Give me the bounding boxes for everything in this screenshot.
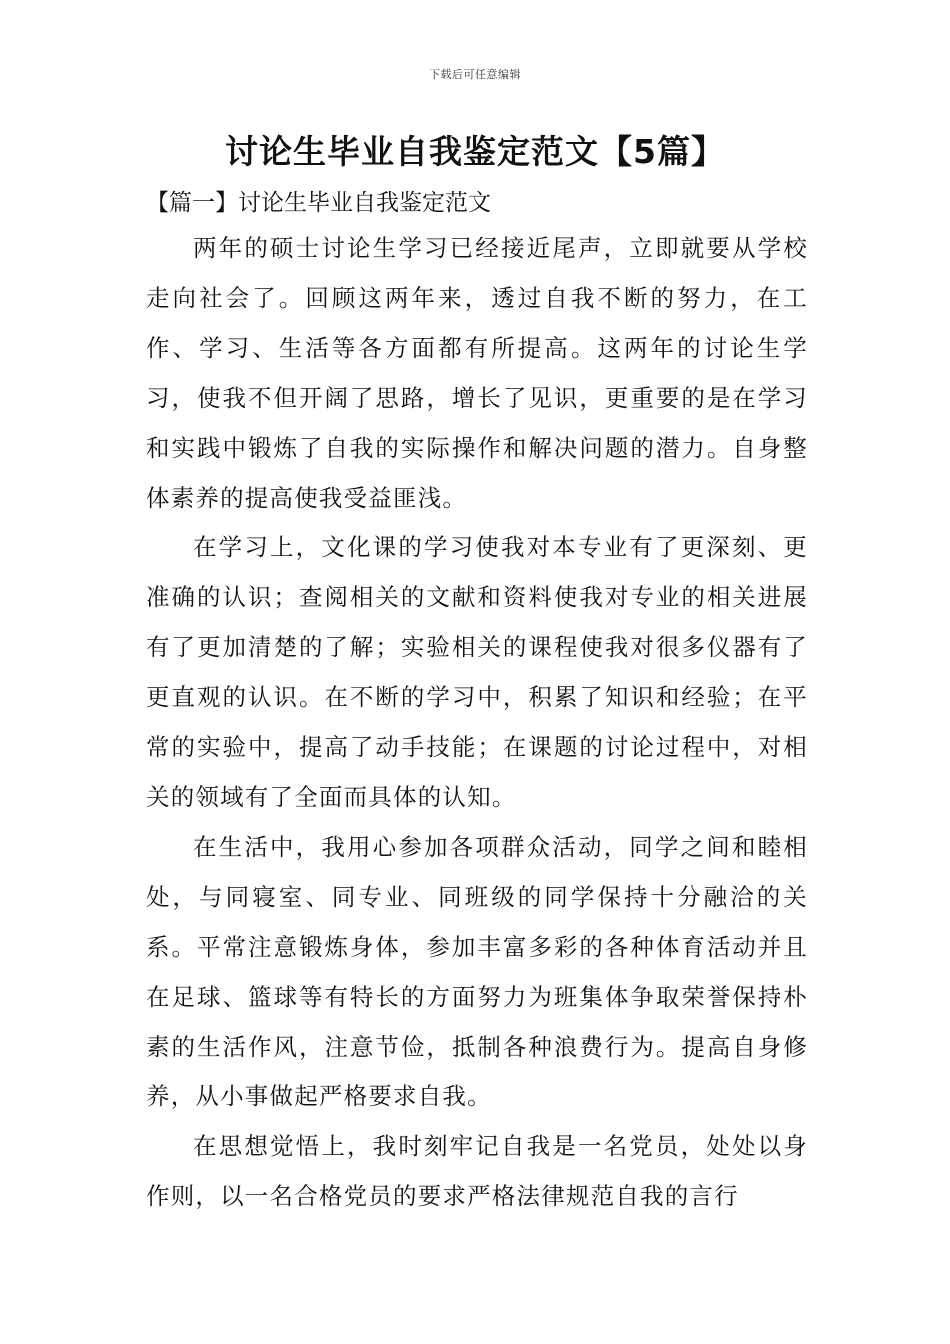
paragraph-2: 在学习上，文化课的学习使我对本专业有了更深刻、更准确的认识；查阅相关的文献和资料使我对专业的相关进展有了更加清楚的了解；实验相关的课程使我对很多仪器有了更直观的认识。在不断的学习中，积累了知识和经验；在平常的实验中，提高了动手技能；在课题的讨论过程中，对相关的领域有了全面而具体的认知。 [146, 533, 808, 811]
paragraph-1: 两年的硕士讨论生学习已经接近尾声，立即就要从学校走向社会了。回顾这两年来，透过自我不断的努力，在工作、学习、生活等各方面都有所提高。这两年的讨论生学习，使我不但开阔了思路，增长了见识，更重要的是在学习和实践中锻炼了自我的实际操作和解决问题的潜力。自身整体素养的提高使我受益匪浅。 [146, 234, 808, 512]
section-heading: 【篇一】讨论生毕业自我鉴定范文 [146, 190, 491, 216]
paragraph-4: 在思想觉悟上，我时刻牢记自我是一名党员，处处以身作则，以一名合格党员的要求严格法律规范自我的言行 [146, 1132, 808, 1211]
paragraph-3: 在生活中，我用心参加各项群众活动，同学之间和睦相处，与同寝室、同专业、同班级的同学保持十分融洽的关系。平常注意锻炼身体，参加丰富多彩的各种体育活动并且在足球、篮球等有特长的方面努力为班集体争取荣誉保持朴素的生活作风，注意节俭，抵制各种浪费行为。提高自身修养，从小事做起严格要求自我。 [146, 832, 808, 1111]
document-title: 讨论生毕业自我鉴定范文【5篇】 [225, 132, 725, 171]
document-body [146, 224, 808, 1222]
header-note: 下载后可任意编辑 [429, 68, 521, 81]
